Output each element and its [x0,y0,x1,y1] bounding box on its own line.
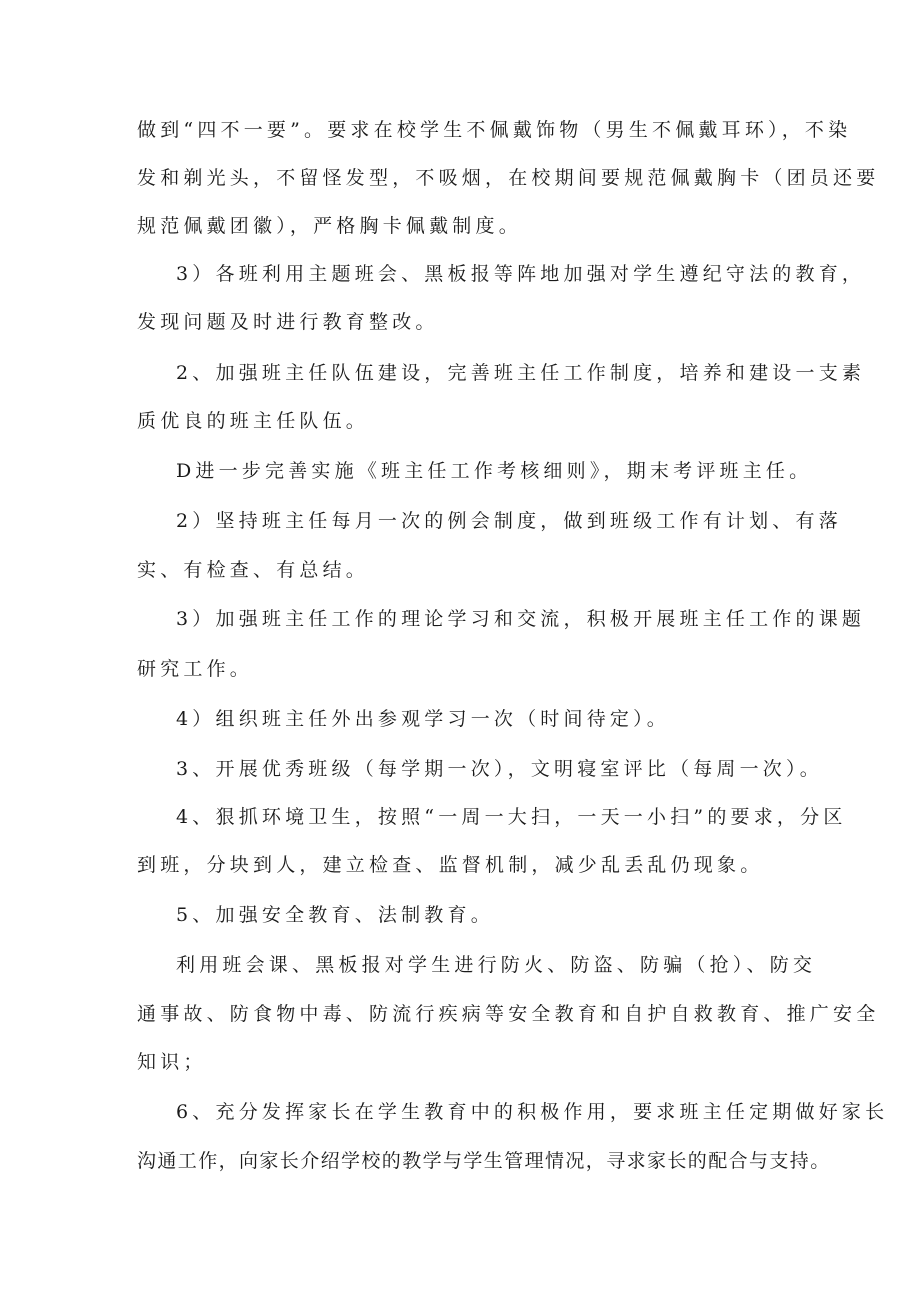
text-line-5: 发现问题及时进行教育整改。 [137,311,439,333]
text-line-18: 利用班会课、黑板报对学生进行防火、防盗、防骗（抢）、防交 [176,954,817,976]
text-line-21: 6、充分发挥家长在学生教育中的积极作用，要求班主任定期做好家长 [176,1101,889,1123]
text-line-2: 发和剃光头，不留怪发型，不吸烟，在校期间要规范佩戴胸卡（团员还要 [137,167,880,189]
text-line-1: 做到“四不一要”。要求在校学生不佩戴饰物（男生不佩戴耳环），不染 [137,119,852,141]
text-line-8: D进一步完善实施《班主任工作考核细则》，期末考评班主任。 [176,460,813,482]
text-line-14: 3、开展优秀班级（每学期一次），文明寝室评比（每周一次）。 [176,758,823,780]
text-line-6: 2、加强班主任队伍建设，完善班主任工作制度，培养和建设一支素 [176,362,866,384]
text-line-12: 研究工作。 [137,658,254,680]
text-line-16: 到班，分块到人，建立检查、监督机制，减少乱丢乱仍现象。 [137,854,764,876]
text-line-19: 通事故、防食物中毒、防流行疾病等安全教育和自护自救教育、推广安全 [137,1003,880,1025]
text-line-22: 沟通工作，向家长介绍学校的教学与学生管理情况，寻求家长的配合与支持。 [137,1150,831,1172]
text-line-7: 质优良的班主任队伍。 [137,410,370,432]
text-line-4: 3）各班利用主题班会、黑板报等阵地加强对学生遵纪守法的教育， [176,263,866,285]
text-line-11: 3）加强班主任工作的理论学习和交流，积极开展班主任工作的课题 [176,608,866,630]
text-line-20: 知识； [137,1051,207,1073]
text-line-13: 4）组织班主任外出参观学习一次（时间待定）。 [176,708,670,730]
text-line-9: 2）坚持班主任每月一次的例会制度，做到班级工作有计划、有落 [176,510,842,532]
text-line-17: 5、加强安全教育、法制教育。 [176,904,494,926]
text-line-3: 规范佩戴团徽），严格胸卡佩戴制度。 [137,215,522,237]
text-line-10: 实、有检查、有总结。 [137,559,370,581]
text-line-15: 4、狠抓环境卫生，按照“一周一大扫，一天一小扫”的要求，分区 [176,806,847,828]
